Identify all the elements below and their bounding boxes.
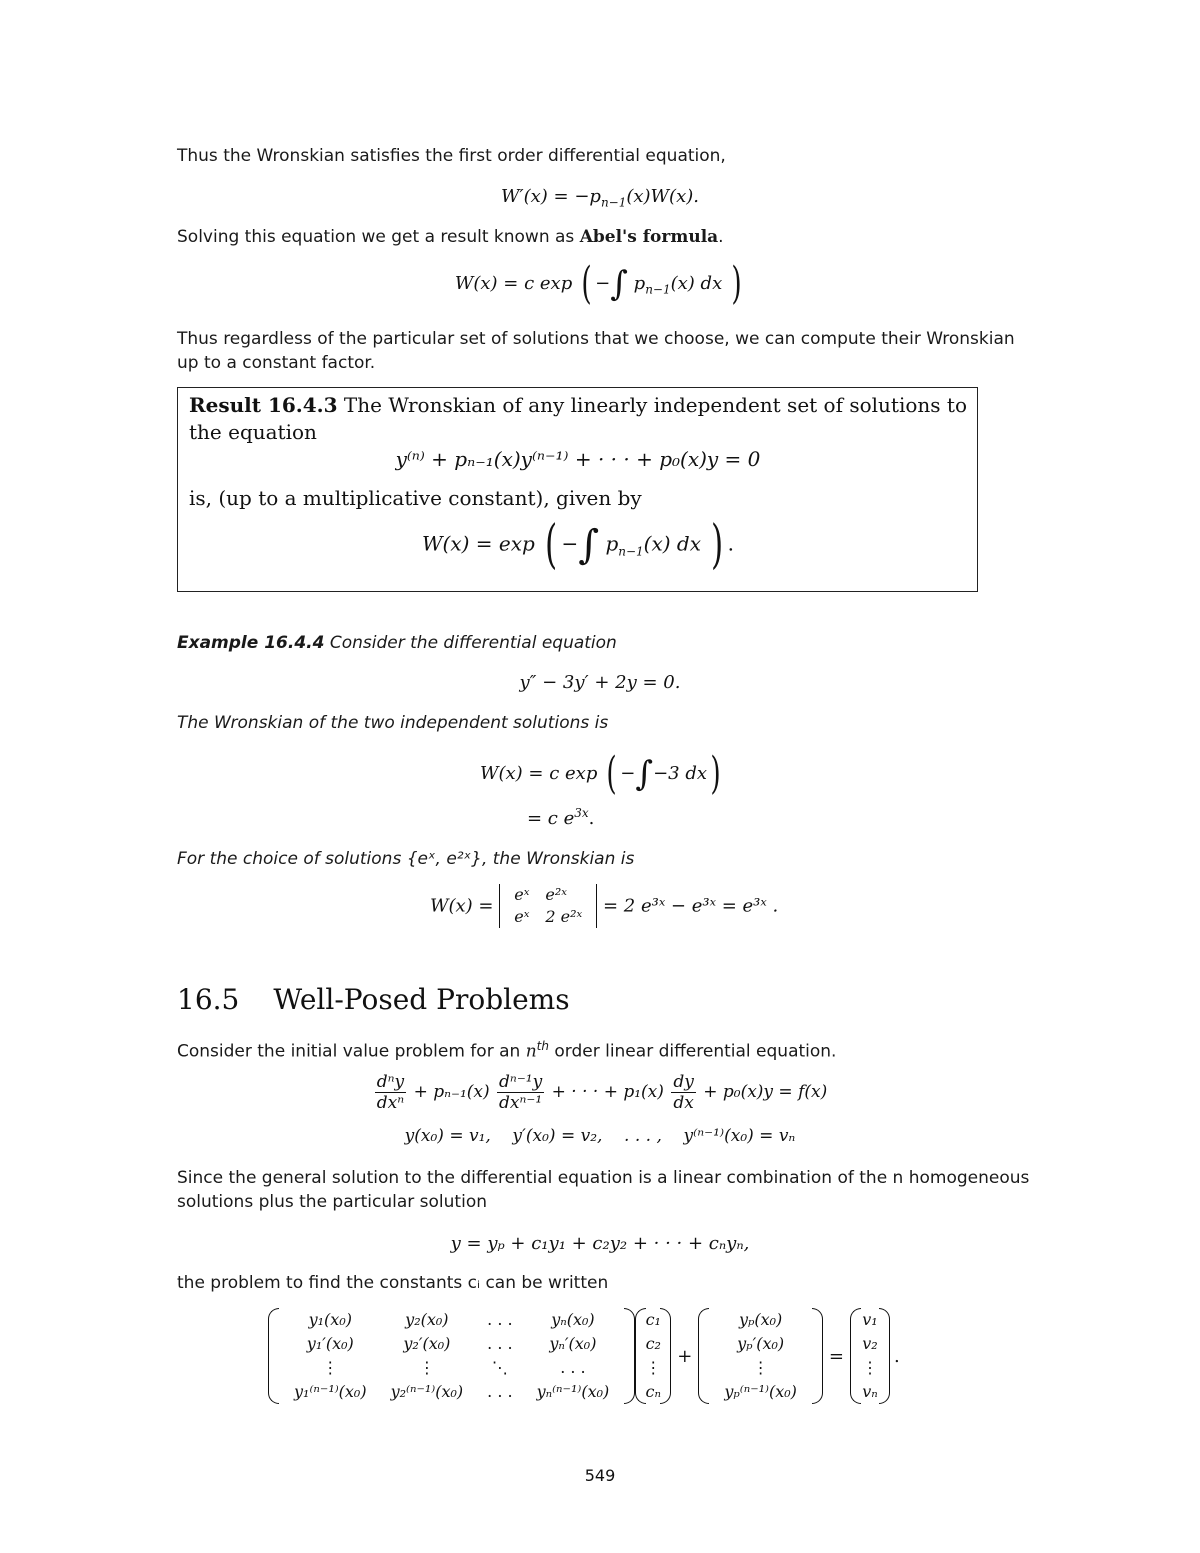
result-label: Result 16.4.3 xyxy=(189,393,338,417)
determinant-matrix: eˣ e²ˣ eˣ 2 e²ˣ xyxy=(499,884,597,928)
page-number: 549 xyxy=(584,1466,616,1485)
result-wronskian-formula: W(x) = exp ( −∫ $p_{n-1}(x)$ dx ) . xyxy=(421,515,735,575)
section-heading xyxy=(177,983,570,1016)
paragraph-wronskian-ode: Thus the Wronskian satisfies the first order differential equation, xyxy=(177,146,726,166)
particular-vector: yₚ(x₀) yₚ′(x₀) ⋮ yₚ⁽ⁿ⁻¹⁾(x₀) xyxy=(698,1308,823,1404)
paragraph-general-solution: Since the general solution to the differential equation is a linear combination of the n homogeneous solutions plus the particular solution xyxy=(177,1168,1030,1212)
general-solution-equation: y = yₚ + c₁y₁ + c₂y₂ + · · · + cₙyₙ, xyxy=(450,1233,750,1254)
paragraph-constants: the problem to find the constants cᵢ can be written xyxy=(177,1273,609,1293)
wronskian-matrix: y₁(x₀) y₂(x₀) . . . yₙ(x₀) y₁′(x₀) y₂′(x₀) . . . yₙ′(x₀) ⋮ ⋮ ⋱ . . . y₁⁽ⁿ⁻¹⁾(x₀) y₂⁽ⁿ⁻¹⁾(x₀) . . . yₙ⁽ⁿ⁻¹⁾(x₀) xyxy=(268,1308,635,1404)
example-text-wronskian: The Wronskian of the two independent solutions is xyxy=(177,713,609,733)
result-box: Result 16.4.3 The Wronskian of any linearly independent set of solutions to the equation y⁽ⁿ⁾ + pₙ₋₁(x)y⁽ⁿ⁻¹⁾ + · · · + p₀(x)y = 0 is, (up to a multiplicative constant), given by W(x) = exp ( −∫ $p_{n-1}(x)$ dx ) . xyxy=(177,387,978,592)
example-heading: Example 16.4.4 Consider the differential equation xyxy=(177,633,617,653)
equation-abel-formula: W(x) = c exp ( −∫ $p_{n-1}(x)$ dx ) xyxy=(454,258,742,309)
example-label: Example 16.4.4 xyxy=(177,633,325,653)
result-text-given: is, (up to a multiplicative constant), given by xyxy=(189,486,642,510)
paragraph-ivp: Consider the initial value problem for an $n^{th}$ order linear differential equation. xyxy=(177,1039,837,1062)
values-vector: v₁ v₂ ⋮ vₙ xyxy=(850,1308,890,1404)
section-title: Well-Posed Problems xyxy=(273,983,570,1016)
example-wronskian-line1: W(x) = c exp ( −∫−3 dx) xyxy=(480,748,721,799)
result-equation: y⁽ⁿ⁾ + pₙ₋₁(x)y⁽ⁿ⁻¹⁾ + · · · + p₀(x)y = 0 xyxy=(395,447,761,471)
example-determinant: W(x) = eˣ e²ˣ eˣ 2 e²ˣ = 2 e³ˣ − e³ˣ = e³ˣ . xyxy=(430,885,779,926)
paragraph-abel: Solving this equation we get a result known as Abel's formula. xyxy=(177,227,724,247)
initial-conditions: y(x₀) = v₁, y′(x₀) = v₂, . . . , y⁽ⁿ⁻¹⁾(x₀) = vₙ xyxy=(404,1126,796,1146)
example-equation: y″ − 3y′ + 2y = 0. xyxy=(519,672,681,693)
matrix-equation: y₁(x₀) y₂(x₀) . . . yₙ(x₀) y₁′(x₀) y₂′(x₀) . . . yₙ′(x₀) ⋮ ⋮ ⋱ . . . y₁⁽ⁿ⁻¹⁾(x₀) y₂⁽ⁿ⁻¹⁾(x₀) . . . yₙ⁽ⁿ⁻¹⁾(x₀) c₁ c₂ ⋮ cₙ + yₚ(x₀) yₚ′(x₀) ⋮ yₚ⁽ⁿ⁻¹⁾(x₀) = v₁ v₂ ⋮ vₙ . xyxy=(268,1308,906,1428)
example-wronskian-line2: = c $e^{3x}$. xyxy=(527,806,595,829)
example-text-choice: For the choice of solutions {eˣ, e²ˣ}, the Wronskian is xyxy=(177,849,635,869)
abel-formula-term: Abel's formula xyxy=(579,227,719,247)
paragraph-regardless: Thus regardless of the particular set of solutions that we choose, we can compute their Wronskian up to a constant factor. xyxy=(177,329,1015,373)
equation-wronskian-derivative: $W'(x) = -p_{n-1}(x)W(x)$. xyxy=(501,186,699,210)
result-text-equation: the equation xyxy=(189,420,317,444)
section-number: 16.5 xyxy=(177,983,240,1016)
constants-vector: c₁ c₂ ⋮ cₙ xyxy=(635,1308,671,1404)
ode-equation: $\frac{\text{dⁿy}}{\text{dxⁿ}}$ + pₙ₋₁(x) $\frac{\text{dⁿ⁻¹y}}{\text{dxⁿ⁻¹}}$ + · · · + p₁(x) $\frac{dy}{dx}$ + p₀(x)y = f(x) xyxy=(376,1072,828,1113)
